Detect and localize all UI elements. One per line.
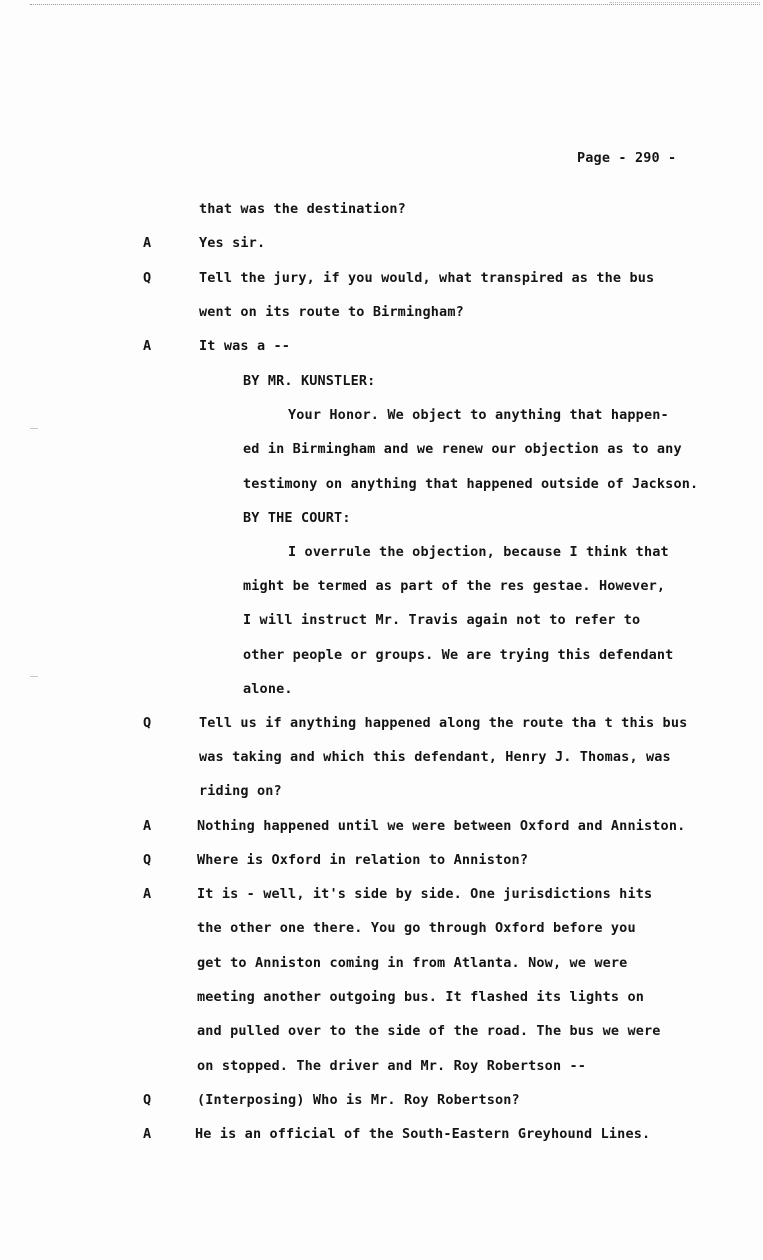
- transcript-line: Yes sir.: [199, 235, 266, 251]
- speaker-marker-question: Q: [143, 715, 152, 731]
- transcript-line: went on its route to Birmingham?: [199, 304, 464, 320]
- speaker-marker-question: Q: [143, 1092, 152, 1108]
- speaker-marker-question: Q: [143, 852, 152, 868]
- speaker-marker-answer: A: [143, 818, 152, 834]
- transcript-line: and pulled over to the side of the road. The bus we were: [197, 1023, 661, 1039]
- transcript-line: He is an official of the South-Eastern Greyhound Lines.: [195, 1126, 651, 1142]
- transcript-line: that was the destination?: [199, 201, 406, 217]
- top-edge-rule: [30, 4, 760, 5]
- transcript-line: It is - well, it's side by side. One jurisdictions hits: [197, 886, 653, 902]
- transcript-line: Your Honor. We object to anything that happen-: [288, 407, 669, 423]
- speaker-marker-answer: A: [143, 1126, 152, 1142]
- speaker-marker-answer: A: [143, 886, 152, 902]
- transcript-line: alone.: [243, 681, 293, 697]
- transcript-line: It was a --: [199, 338, 291, 354]
- transcript-line: other people or groups. We are trying this defendant: [243, 647, 674, 663]
- speaker-marker-answer: A: [143, 338, 152, 354]
- speaker-heading: BY MR. KUNSTLER:: [243, 373, 376, 389]
- transcript-line: on stopped. The driver and Mr. Roy Robertson --: [197, 1058, 587, 1074]
- transcript-line: get to Anniston coming in from Atlanta. Now, we were: [197, 955, 628, 971]
- speaker-marker-question: Q: [143, 270, 152, 286]
- top-edge-rule-right: [610, 2, 760, 3]
- speaker-heading: BY THE COURT:: [243, 510, 351, 526]
- transcript-line: (Interposing) Who is Mr. Roy Robertson?: [197, 1092, 520, 1108]
- transcript-line: Nothing happened until we were between Oxford and Anniston.: [197, 818, 686, 834]
- transcript-line: Tell us if anything happened along the route tha t this bus: [199, 715, 688, 731]
- transcript-line: testimony on anything that happened outside of Jackson.: [243, 476, 699, 492]
- margin-speck: [30, 428, 38, 429]
- transcript-line: I overrule the objection, because I think that: [288, 544, 669, 560]
- transcript-line: was taking and which this defendant, Henry J. Thomas, was: [199, 749, 671, 765]
- speaker-marker-answer: A: [143, 235, 152, 251]
- transcript-line: meeting another outgoing bus. It flashed its lights on: [197, 989, 644, 1005]
- transcript-line: I will instruct Mr. Travis again not to refer to: [243, 612, 641, 628]
- transcript-line: riding on?: [199, 783, 282, 799]
- margin-speck: [30, 676, 38, 677]
- transcript-line: the other one there. You go through Oxford before you: [197, 920, 636, 936]
- transcript-line: Tell the jury, if you would, what transpired as the bus: [199, 270, 655, 286]
- transcript-line: Where is Oxford in relation to Anniston?: [197, 852, 529, 868]
- page-number: Page - 290 -: [577, 150, 677, 166]
- transcript-line: might be termed as part of the res gestae. However,: [243, 578, 666, 594]
- transcript-line: ed in Birmingham and we renew our objection as to any: [243, 441, 682, 457]
